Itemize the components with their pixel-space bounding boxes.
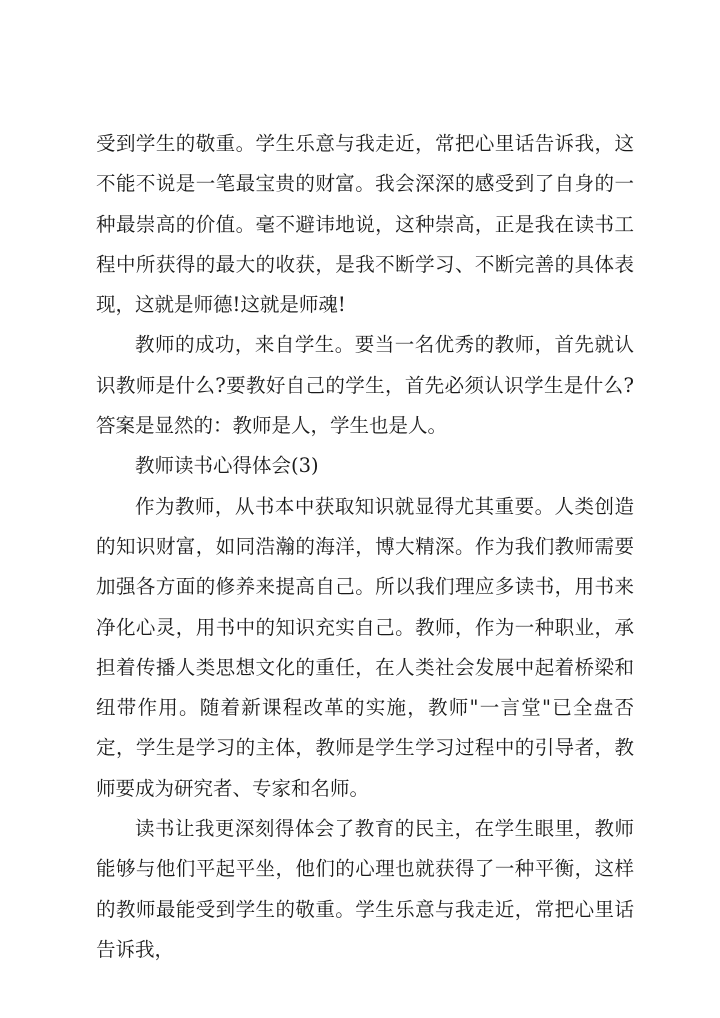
paragraph-knowledge: 作为教师，从书本中获取知识就显得尤其重要。人类创造的知识财富，如同浩瀚的海洋，博大精深。作为我们教师需要加强各方面的修养来提高自己。所以我们理应多读书，用书来净化心灵，用书中的知识充实自己。教师，作为一种职业，承担着传播人类思想文化的重任，在人类社会发展中起着桥梁和纽带作用。随着新课程改革的实施，教师"一言堂"已全盘否定，学生是学习的主体，教师是学生学习过程中的引导者，教师要成为研究者、专家和名师。 [96, 494, 634, 800]
paragraph-democracy: 读书让我更深刻得体会了教育的民主，在学生眼里，教师能够与他们平起平坐，他们的心理也就获得了一种平衡，这样的教师最能受到学生的敬重。学生乐意与我走近，常把心里话告诉我， [96, 817, 634, 961]
paragraph-teacher-success: 教师的成功，来自学生。要当一名优秀的教师，首先就认识教师是什么?要教好自己的学生，首先必须认识学生是什么?答案是显然的：教师是人，学生也是人。 [96, 333, 634, 438]
document-body [96, 124, 634, 970]
paragraph-continued: 受到学生的敬重。学生乐意与我走近，常把心里话告诉我，这不能不说是一笔最宝贵的财富。我会深深的感受到了自身的一种最崇高的价值。毫不避讳地说，这种崇高，正是我在读书工程中所获得的最大的收获，是我不断学习、不断完善的具体表现，这就是师德!这就是师魂! [96, 132, 634, 317]
section-heading: 教师读书心得体会(3) [135, 454, 319, 478]
